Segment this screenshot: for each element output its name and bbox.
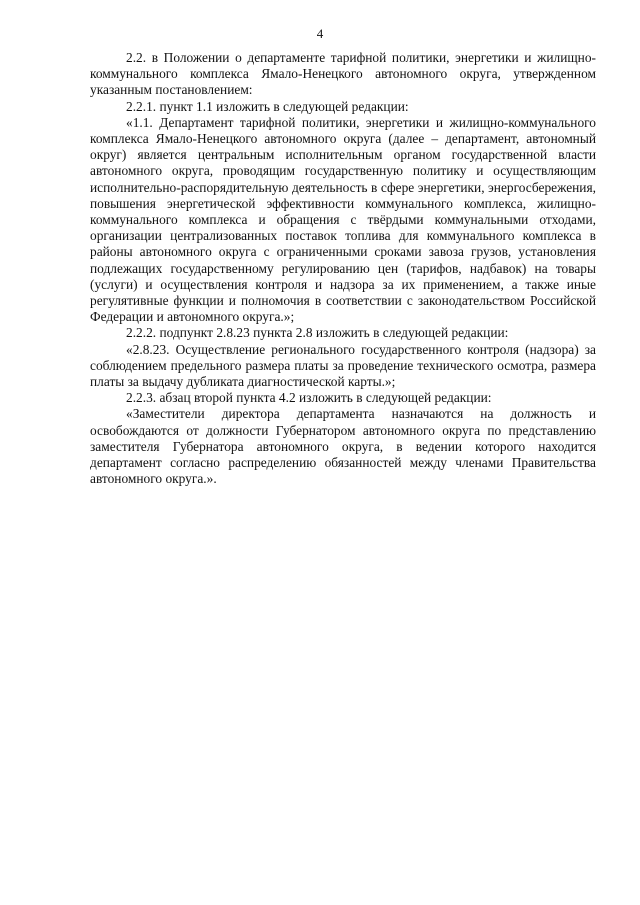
page-number: 4 [316,26,324,41]
paragraph-2-2-1: 2.2.1. пункт 1.1 изложить в следующей редакции: [126,98,409,114]
paragraph-2-2-2: 2.2.2. подпункт 2.8.23 пункта 2.8 изложить в следующей редакции: [126,325,509,341]
paragraph-quote-4-2: «Заместители директора департамента назначаются на должность и освобождаются от должности Губернатором автономного округа по представлению заместителя Губернатора автономного округа, в ведении которого находится департамент согласно распределению обязанностей между членами Правительства автономного округа.». [90,406,596,487]
paragraph-quote-2-8-23: «2.8.23. Осуществление регионального государственного контроля (надзора) за соблюдением предельного размера платы за проведение технического осмотра, размера платы за выдачу дубликата диагностической карты.»; [90,341,596,390]
paragraph-2-2: 2.2. в Положении о департаменте тарифной политики, энергетики и жилищно-коммунального комплекса Ямало-Ненецкого автономного округа, утвержденном указанным постановлением: [90,50,596,98]
document-body [90,50,596,487]
paragraph-2-2-3: 2.2.3. абзац второй пункта 4.2 изложить в следующей редакции: [126,390,492,406]
paragraph-quote-1-1: «1.1. Департамент тарифной политики, энергетики и жилищно-коммунального комплекса Ямало-Ненецкого автономного округа (далее – департамент, автономный округ) является центральным исполнительным органом государственной власти автономного округа, проводящим государственную политику и осуществляющим исполнительно-распорядительную деятельность в сфере энергетики, энергосбережения, повышения энергетической эффективности коммунального комплекса, жилищно-коммунального комплекса и обращения с твёрдыми коммунальными отходами, организации централизованных поставок топлива для коммунального комплекса в районы автономного округа с ограниченными сроками завоза грузов, установления подлежащих государственному регулированию цен (тарифов, надбавок) на товары (услуги) и осуществления контроля и надзора за их применением, а также иные регулятивные функции и полномочия в соответствии с законодательством Российской Федерации и автономного округа.»; [90,114,596,325]
